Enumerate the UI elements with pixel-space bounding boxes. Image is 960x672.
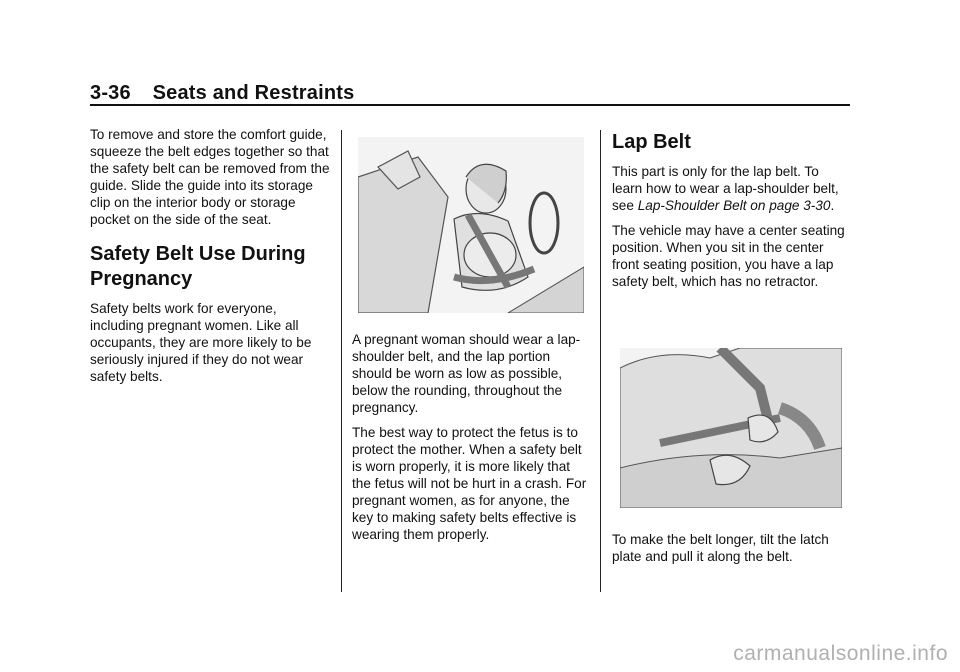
pregnancy-paragraph: Safety belts work for everyone, including pregnant women. Like all occupants, they are more likely to be seriously injured if they do not wear safety belts. xyxy=(90,301,312,384)
comfort-guide-paragraph: To remove and store the comfort guide, squeeze the belt edges together so that the safety belt can be removed from the guide. Slide the guide into its storage clip on the interior body or storage pocket on the side of the seat. xyxy=(90,127,330,227)
column-divider-left xyxy=(341,130,342,592)
column-divider-right xyxy=(600,130,601,592)
lap-belt-heading: Lap Belt xyxy=(612,131,691,153)
pregnancy-caption: A pregnant woman should wear a lap-shoulder belt, and the lap portion should be worn as low as possible, below the rounding, throughout the pregnancy. xyxy=(352,332,581,415)
lap-belt-intro-end: . xyxy=(830,198,835,213)
pregnant-woman-illustration xyxy=(358,137,584,313)
lap-belt-intro-text: This part is only for the lap belt. To learn how to wear a lap-shoulder belt, see xyxy=(612,164,839,213)
lap-belt-illustration xyxy=(620,348,842,508)
watermark: carmanualsonline.info xyxy=(733,642,948,665)
center-seat-paragraph: The vehicle may have a center seating position. When you sit in the center front seating position, you have a lap safety belt, which has no retractor. xyxy=(612,223,845,289)
lap-belt-caption: To make the belt longer, tilt the latch plate and pull it along the belt. xyxy=(612,532,829,564)
page-number: 3-36 xyxy=(90,82,131,104)
fetus-protection-paragraph: The best way to protect the fetus is to protect the mother. When a safety belt is worn properly, it is more likely that the fetus will not be hurt in a crash. For pregnant women, as for anyone, the key to making safety belts effective is wearing them properly. xyxy=(352,425,587,542)
lap-shoulder-belt-link[interactable]: Lap-Shoulder Belt on page 3-30 xyxy=(637,198,831,213)
pregnancy-heading: Safety Belt Use During Pregnancy xyxy=(90,243,306,290)
lap-belt-intro-paragraph xyxy=(612,163,852,214)
header-rule xyxy=(90,104,850,106)
column-right xyxy=(612,130,852,298)
section-title: Seats and Restraints xyxy=(152,82,355,104)
column-left xyxy=(90,126,330,393)
column-middle xyxy=(352,331,592,551)
lap-belt-caption-block xyxy=(612,531,852,573)
page-header xyxy=(90,82,354,105)
